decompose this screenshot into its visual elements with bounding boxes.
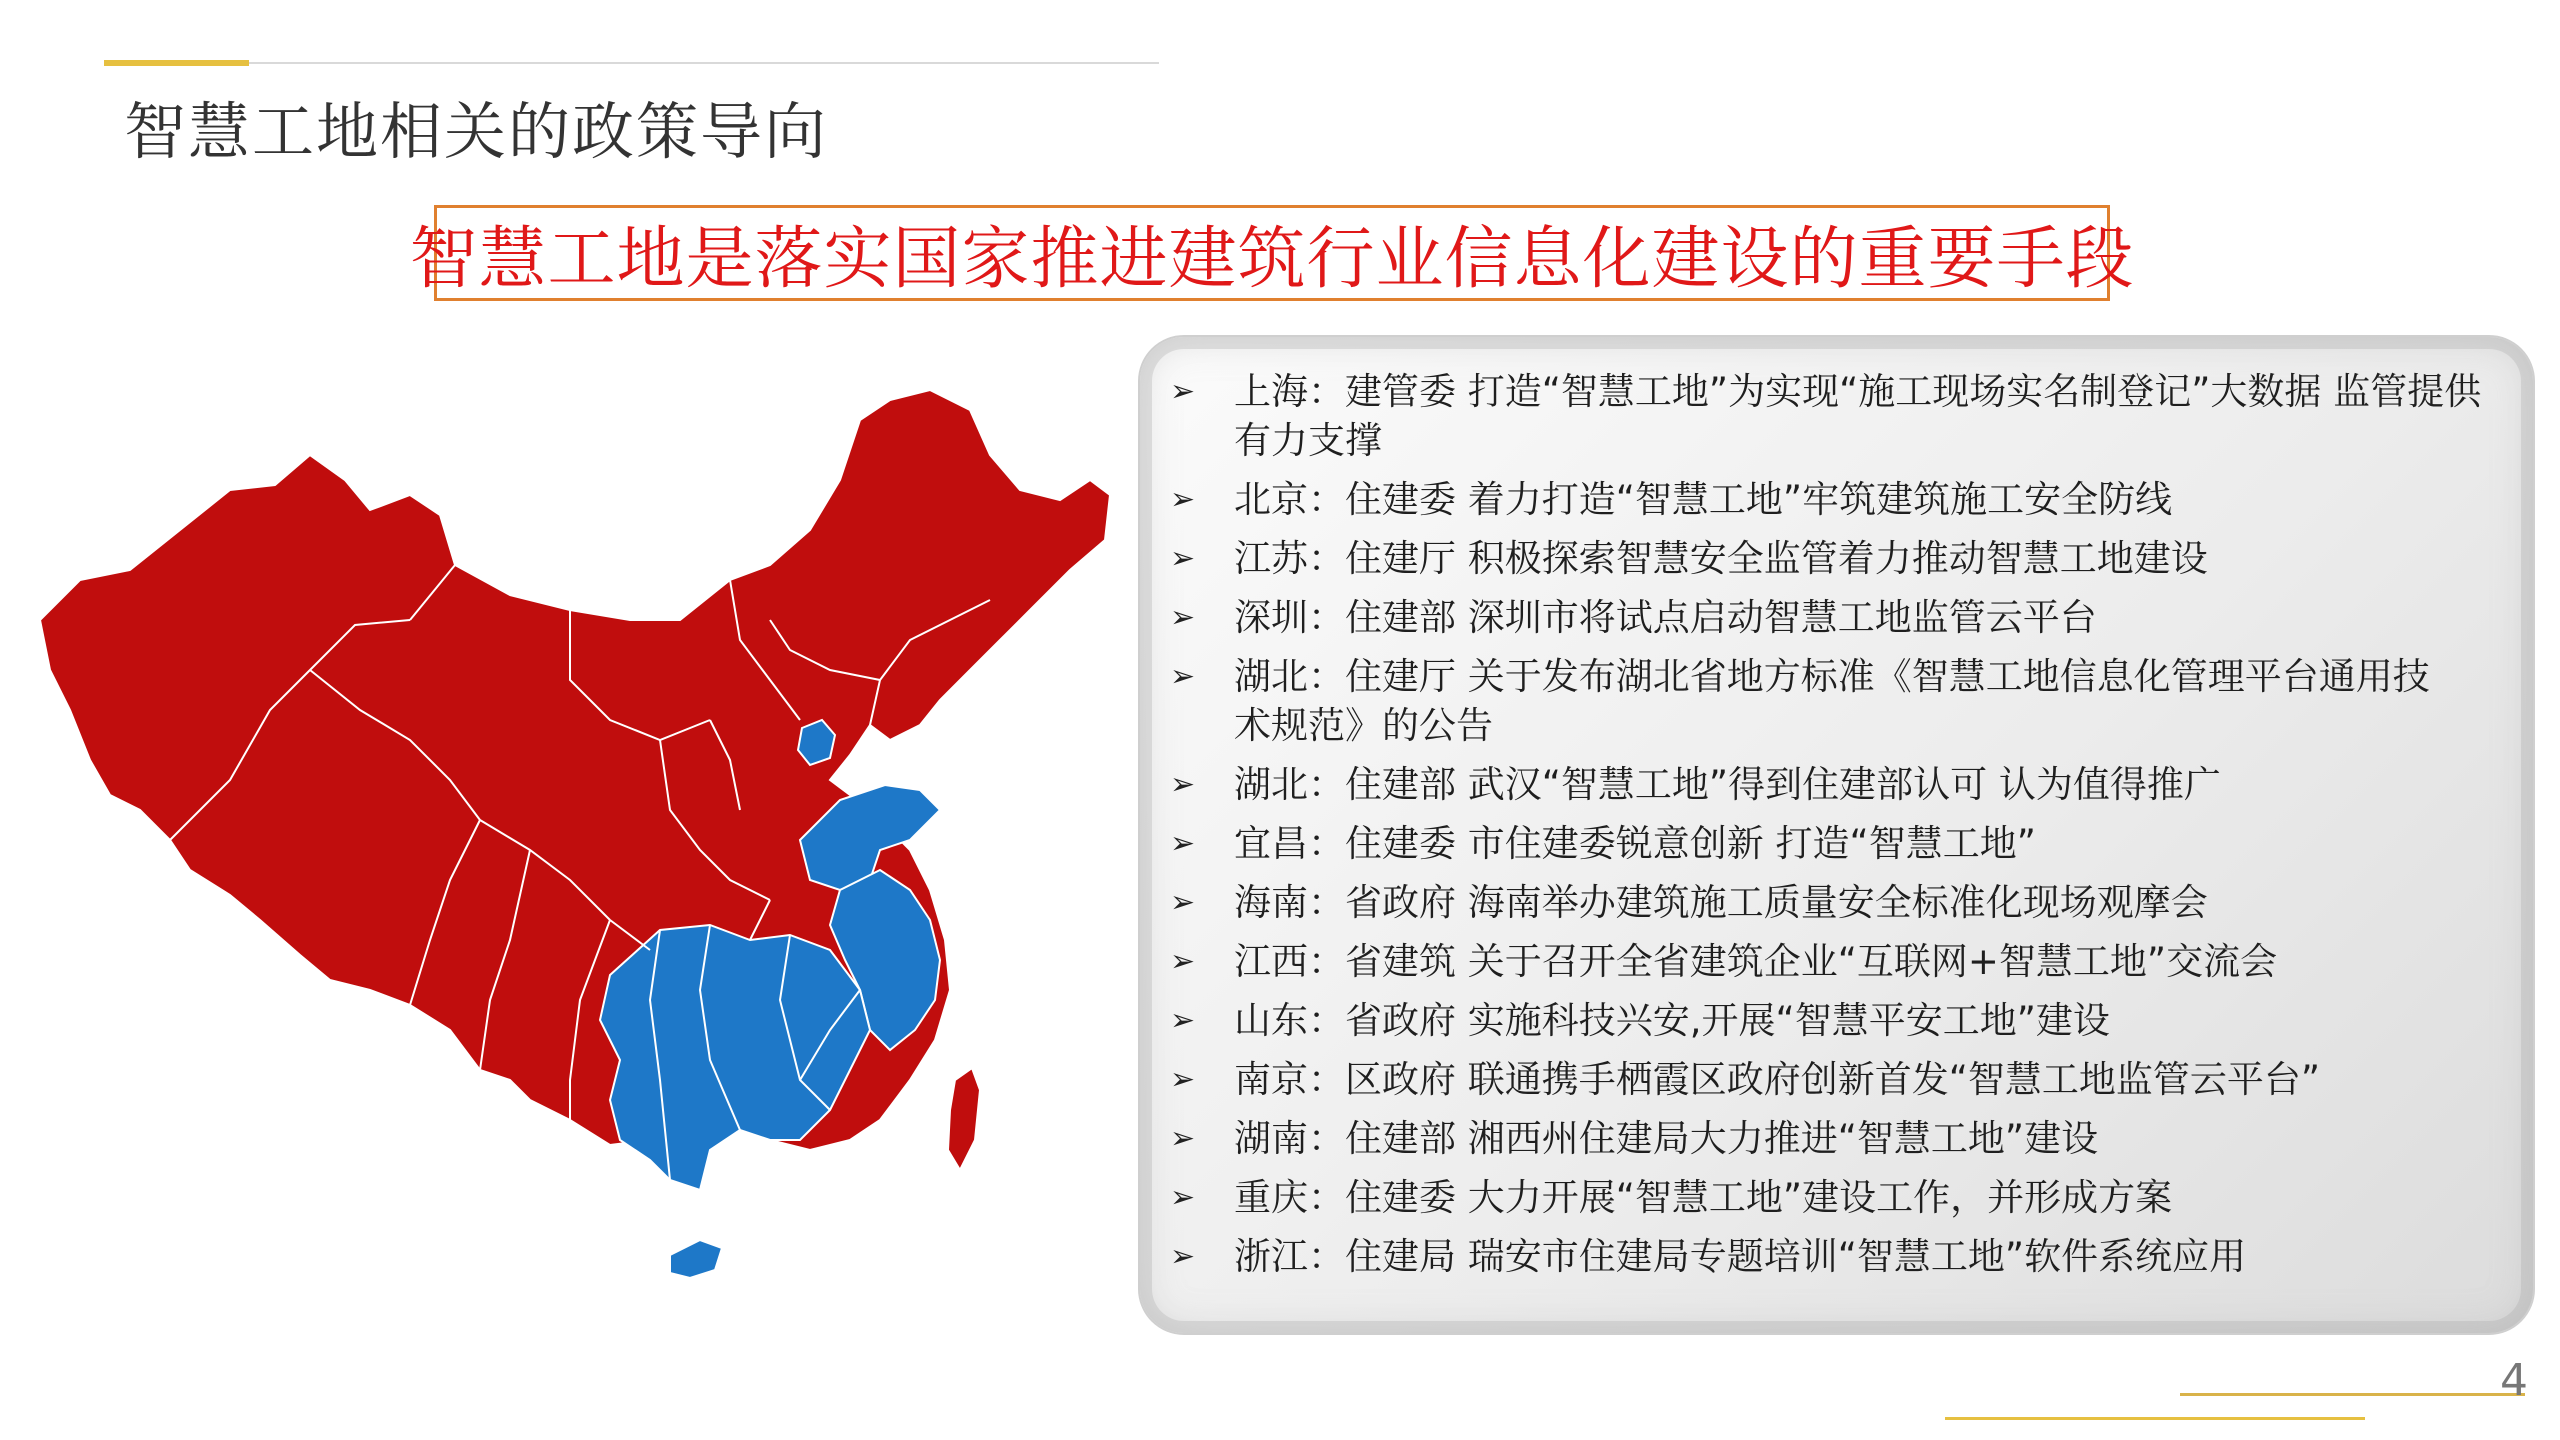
list-item xyxy=(1170,1232,2500,1281)
arrow-bullet-icon: ➢ xyxy=(1170,374,1196,409)
arrow-bullet-icon: ➢ xyxy=(1170,1180,1196,1215)
list-item xyxy=(1170,937,2500,986)
headline-text: 智慧工地是落实国家推进建筑行业信息化建设的重要手段 xyxy=(409,219,2135,299)
list-item xyxy=(1170,1173,2500,1222)
arrow-bullet-icon: ➢ xyxy=(1170,600,1196,635)
page-number: 4 xyxy=(2500,1355,2528,1406)
title-divider-line xyxy=(249,62,1159,64)
list-item xyxy=(1170,475,2500,524)
arrow-bullet-icon: ➢ xyxy=(1170,885,1196,920)
policy-text-line: 上海：建管委 打造“智慧工地”为实现“施工现场实名制登记”大数据 监管提供 xyxy=(1234,370,2482,413)
list-item xyxy=(1170,819,2500,868)
map-taiwan xyxy=(948,1068,980,1170)
arrow-bullet-icon: ➢ xyxy=(1170,1239,1196,1274)
list-item xyxy=(1170,760,2500,809)
china-map xyxy=(10,380,1120,1280)
policy-text-line: 北京：住建委 着力打造“智慧工地”牢筑建筑施工安全防线 xyxy=(1234,478,2173,521)
policy-text-line: 宜昌：住建委 市住建委锐意创新 打造“智慧工地” xyxy=(1234,822,2036,865)
policy-text-line: 江西：省建筑 关于召开全省建筑企业“互联网+智慧工地”交流会 xyxy=(1234,940,2278,983)
policy-text-line: 湖北：住建厅 关于发布湖北省地方标准《智慧工地信息化管理平台通用技 xyxy=(1234,655,2430,698)
list-item xyxy=(1170,652,2500,750)
arrow-bullet-icon: ➢ xyxy=(1170,944,1196,979)
policy-text-line: 浙江：住建局 瑞安市住建局专题培训“智慧工地”软件系统应用 xyxy=(1234,1235,2247,1278)
map-hainan-blue xyxy=(670,1240,722,1278)
page-title: 智慧工地相关的政策导向 xyxy=(124,95,829,168)
arrow-bullet-icon: ➢ xyxy=(1170,1003,1196,1038)
list-item xyxy=(1170,367,2500,465)
policy-text-line: 山东：省政府 实施科技兴安,开展“智慧平安工地”建设 xyxy=(1234,999,2110,1042)
policy-text-line: 有力支撑 xyxy=(1234,419,1382,462)
policy-text-line: 南京：区政府 联通携手栖霞区政府创新首发“智慧工地监管云平台” xyxy=(1234,1058,2321,1101)
footer-accent-line xyxy=(1945,1417,2365,1420)
arrow-bullet-icon: ➢ xyxy=(1170,1062,1196,1097)
list-item xyxy=(1170,996,2500,1045)
map-central-south-blue xyxy=(600,925,870,1190)
list-item xyxy=(1170,1114,2500,1163)
list-item xyxy=(1170,1055,2500,1104)
arrow-bullet-icon: ➢ xyxy=(1170,826,1196,861)
list-item xyxy=(1170,878,2500,927)
policy-text-line: 深圳：住建部 深圳市将试点启动智慧工地监管云平台 xyxy=(1234,596,2097,639)
policy-text-line: 湖北：住建部 武汉“智慧工地”得到住建部认可 认为值得推广 xyxy=(1234,763,2221,806)
arrow-bullet-icon: ➢ xyxy=(1170,767,1196,802)
policy-list-panel xyxy=(1138,335,2535,1335)
policy-text-line: 重庆：住建委 大力开展“智慧工地”建设工作，并形成方案 xyxy=(1234,1176,2173,1219)
arrow-bullet-icon: ➢ xyxy=(1170,541,1196,576)
policy-text-line: 海南：省政府 海南举办建筑施工质量安全标准化现场观摩会 xyxy=(1234,881,2208,924)
policy-text-line: 江苏：住建厅 积极探索智慧安全监管着力推动智慧工地建设 xyxy=(1234,537,2208,580)
arrow-bullet-icon: ➢ xyxy=(1170,1121,1196,1156)
footer-accent-line xyxy=(2180,1393,2525,1396)
arrow-bullet-icon: ➢ xyxy=(1170,482,1196,517)
arrow-bullet-icon: ➢ xyxy=(1170,659,1196,694)
list-item xyxy=(1170,534,2500,583)
title-accent-bar xyxy=(104,60,249,66)
policy-text-line: 湖南：住建部 湘西州住建局大力推进“智慧工地”建设 xyxy=(1234,1117,2099,1160)
list-item xyxy=(1170,593,2500,642)
policy-list xyxy=(1170,367,2500,1291)
headline-box xyxy=(409,205,2135,301)
policy-text-line: 术规范》的公告 xyxy=(1234,704,1493,747)
